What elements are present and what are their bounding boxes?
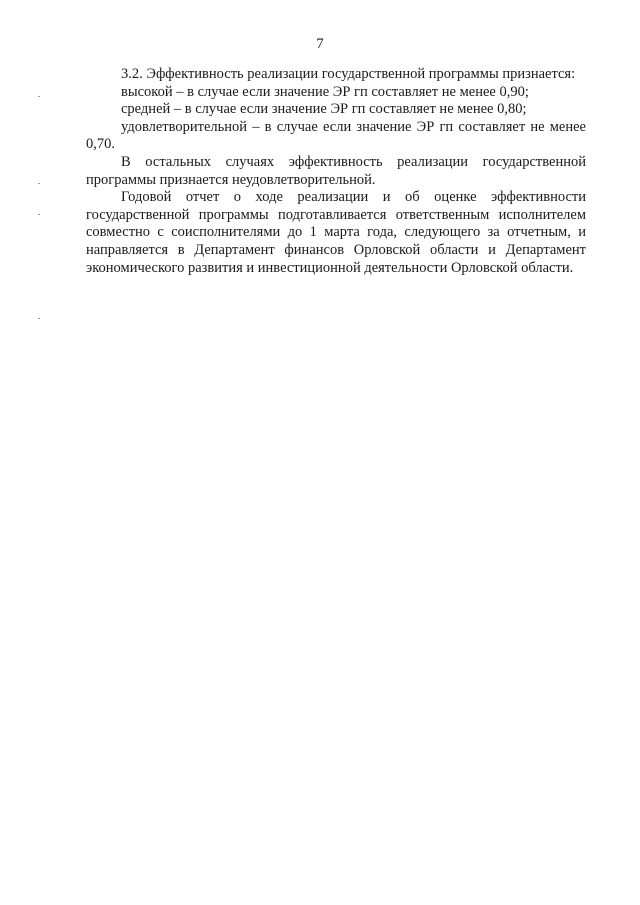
scan-speck (38, 214, 40, 215)
scan-speck (38, 96, 40, 97)
paragraph-effectiveness-intro: 3.2. Эффективность реализации государственной программы признается: (121, 66, 576, 82)
page-number: 7 (316, 36, 324, 52)
paragraph-satisfactory-level: удовлетворительной – в случае если значение ЭР гп составляет не менее 0,70. (86, 118, 586, 153)
scan-speck (38, 183, 40, 184)
paragraph-medium-level: средней – в случае если значение ЭР гп составляет не менее 0,80; (121, 101, 527, 118)
paragraph-annual-report: Годовой отчет о ходе реализации и об оценке эффективности государственной программы подготавливается ответственным исполнителем совместно с соисполнителями до 1 марта года, следующего за отчетным, и направляется в Департамент финансов Орловской области и Департамент экономического развития и инвестиционной деятельности Орловской области. (86, 189, 586, 276)
scan-speck (38, 318, 40, 319)
paragraph-unsatisfactory: В остальных случаях эффективность реализации государственной программы признается неудовлетворительной. (86, 153, 586, 188)
paragraph-high-level: высокой – в случае если значение ЭР гп составляет не менее 0,90; (121, 83, 529, 100)
document-body (86, 66, 586, 277)
